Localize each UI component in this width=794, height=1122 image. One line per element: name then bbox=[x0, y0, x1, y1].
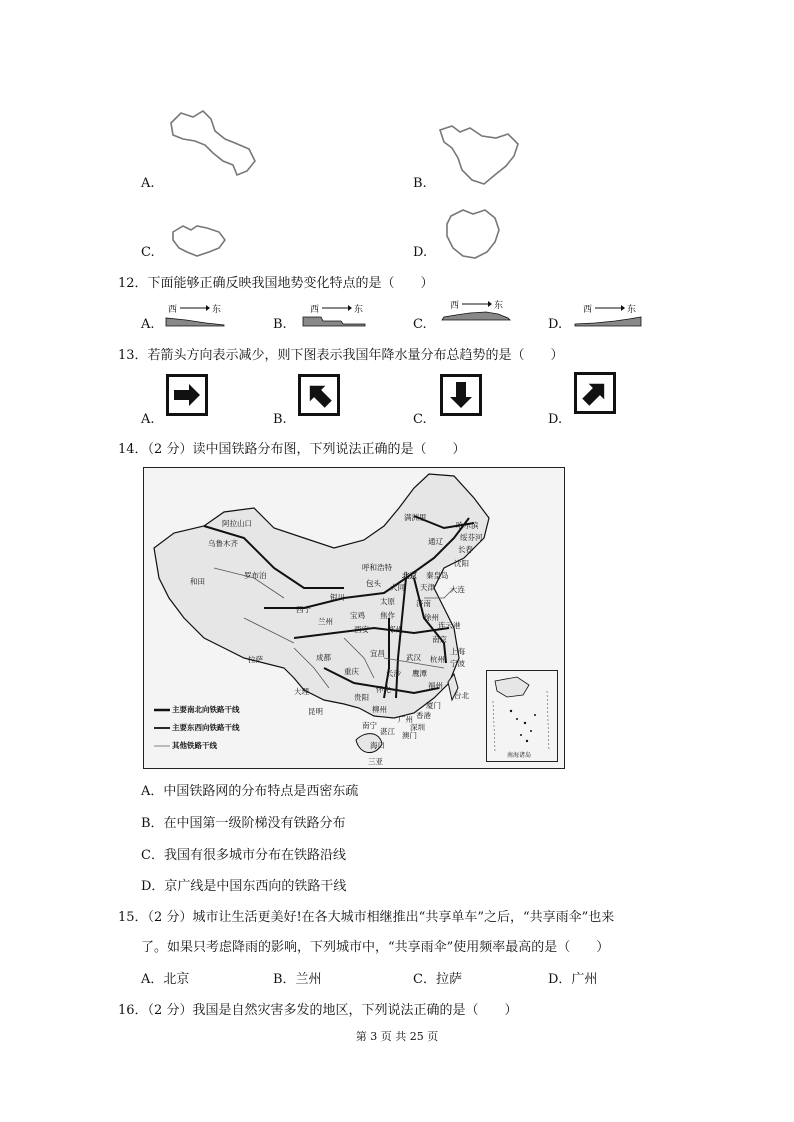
city-label: 广州 bbox=[398, 715, 413, 724]
q12-d-arrow bbox=[595, 304, 625, 312]
q13-option-d-label[interactable]: D. bbox=[548, 412, 563, 427]
q15-stem-line2: 了。如果只考虑降雨的影响，下列城市中，“共享雨伞”使用频率最高的是（ ） bbox=[141, 940, 610, 955]
city-label: 深圳 bbox=[410, 723, 425, 732]
q12-a-west: 西 bbox=[168, 305, 178, 315]
city-label: 秦皇岛 bbox=[426, 571, 449, 580]
city-label: 西宁 bbox=[296, 605, 311, 614]
city-label: 武汉 bbox=[406, 653, 421, 662]
city-label: 怀化 bbox=[376, 685, 391, 694]
city-label: 北京 bbox=[402, 571, 417, 580]
q13-stem: 13．若箭头方向表示减少，则下图表示我国年降水量分布总趋势的是（ ） bbox=[118, 348, 564, 363]
city-label: 绥芬河 bbox=[460, 533, 483, 542]
city-label: 太原 bbox=[380, 597, 395, 606]
q13-option-c-label[interactable]: C. bbox=[413, 412, 427, 427]
q15-option-b[interactable]: B．兰州 bbox=[273, 972, 322, 987]
city-label: 昆明 bbox=[308, 707, 323, 716]
city-label: 台北 bbox=[454, 691, 469, 700]
q12-c-terrain-profile bbox=[442, 310, 512, 322]
province-outline-c bbox=[167, 222, 231, 260]
city-label: 满洲里 bbox=[404, 513, 427, 522]
city-label: 重庆 bbox=[344, 667, 359, 676]
city-label: 宁波 bbox=[450, 659, 465, 668]
q15-stem-line1: 15．（2 分）城市让生活更美好!在各大城市相继推出“共享单车”之后，“共享雨伞”也来 bbox=[118, 910, 615, 925]
city-label: 和田 bbox=[190, 577, 205, 586]
q13-option-a-label[interactable]: A. bbox=[141, 412, 155, 427]
page-footer: 第 3 页 共 25 页 bbox=[355, 1030, 439, 1043]
province-outline-a bbox=[163, 105, 263, 185]
city-label: 哈尔滨 bbox=[456, 521, 479, 530]
city-label: 大理 bbox=[294, 687, 309, 696]
city-label: 银川 bbox=[330, 593, 345, 602]
q12-b-arrow bbox=[322, 304, 352, 312]
city-label: 海口 bbox=[370, 741, 385, 750]
q12-option-c-label[interactable]: C. bbox=[413, 317, 427, 332]
legend-other: 其他铁路干线 bbox=[172, 741, 217, 750]
q12-c-east: 东 bbox=[494, 301, 504, 311]
q12-c-west: 西 bbox=[450, 301, 460, 311]
q12-b-west: 西 bbox=[310, 305, 320, 315]
legend-line-ns bbox=[154, 708, 170, 712]
city-label: 罗布泊 bbox=[244, 571, 267, 580]
q14-option-c[interactable]: C．我国有很多城市分布在铁路沿线 bbox=[141, 848, 346, 863]
legend-line-other bbox=[154, 744, 170, 748]
city-label: 沈阳 bbox=[454, 559, 469, 568]
q11-option-d-label[interactable]: D. bbox=[413, 245, 428, 260]
q11-option-b-label[interactable]: B. bbox=[413, 176, 427, 191]
q12-option-b-label[interactable]: B. bbox=[273, 317, 287, 332]
q12-option-a-label[interactable]: A. bbox=[141, 317, 155, 332]
city-label: 徐州 bbox=[424, 613, 439, 622]
city-label: 香港 bbox=[416, 711, 431, 720]
q14-option-b[interactable]: B．在中国第一级阶梯没有铁路分布 bbox=[141, 816, 346, 831]
city-label: 鹰潭 bbox=[412, 669, 427, 678]
q11-option-c-label[interactable]: C. bbox=[141, 245, 155, 260]
legend-line-ew bbox=[154, 726, 170, 730]
arrow-right-icon bbox=[166, 374, 208, 416]
city-label: 济南 bbox=[416, 599, 431, 608]
city-label: 呼和浩特 bbox=[362, 563, 392, 572]
city-label: 长春 bbox=[458, 545, 473, 554]
q13-option-b-label[interactable]: B. bbox=[273, 412, 287, 427]
q15-option-c[interactable]: C．拉萨 bbox=[413, 972, 462, 987]
province-outline-b bbox=[436, 122, 526, 190]
city-label: 宜昌 bbox=[370, 649, 385, 658]
city-label: 杭州 bbox=[430, 655, 445, 664]
city-label: 南宁 bbox=[362, 721, 377, 730]
inset-label: 南海诸岛 bbox=[507, 752, 532, 759]
q12-d-terrain-profile bbox=[575, 316, 643, 328]
city-label: 连云港 bbox=[438, 621, 461, 630]
q12-c-arrow bbox=[462, 300, 492, 308]
city-label: 西安 bbox=[354, 625, 369, 634]
city-label: 贵阳 bbox=[354, 693, 369, 702]
legend-north-south: 主要南北向铁路干线 bbox=[172, 705, 240, 714]
city-label: 焦作 bbox=[380, 611, 395, 620]
city-label: 大连 bbox=[450, 585, 465, 594]
q15-option-d[interactable]: D．广州 bbox=[548, 972, 598, 987]
q12-a-terrain-profile bbox=[166, 316, 226, 328]
china-railway-map bbox=[143, 467, 565, 769]
q12-d-east: 东 bbox=[627, 305, 637, 315]
city-label: 南京 bbox=[432, 635, 447, 644]
south-china-sea-inset bbox=[486, 670, 558, 762]
q12-a-arrow bbox=[180, 304, 210, 312]
city-label: 三亚 bbox=[368, 757, 383, 766]
city-label: 乌鲁木齐 bbox=[208, 539, 238, 548]
q12-d-west: 西 bbox=[583, 305, 593, 315]
q15-option-a[interactable]: A．北京 bbox=[141, 972, 190, 987]
city-label: 拉萨 bbox=[248, 655, 263, 664]
city-label: 郑州 bbox=[388, 625, 403, 634]
city-label: 兰州 bbox=[318, 617, 333, 626]
arrow-up-right-icon bbox=[574, 372, 616, 414]
city-label: 厦门 bbox=[426, 701, 441, 710]
city-label: 包头 bbox=[366, 579, 381, 588]
q12-b-east: 东 bbox=[354, 305, 364, 315]
city-label: 通辽 bbox=[428, 537, 443, 546]
q12-b-terrain-profile bbox=[303, 316, 367, 328]
city-label: 上海 bbox=[450, 647, 465, 656]
province-outline-d bbox=[441, 206, 505, 264]
city-label: 长沙 bbox=[386, 669, 401, 678]
q11-option-a-label[interactable]: A. bbox=[141, 176, 155, 191]
arrow-up-left-icon bbox=[298, 374, 340, 416]
legend-east-west: 主要东西向铁路干线 bbox=[172, 723, 240, 732]
city-label: 阿拉山口 bbox=[222, 519, 252, 528]
q14-stem: 14．（2 分）读中国铁路分布图，下列说法正确的是（ ） bbox=[118, 442, 466, 457]
city-label: 柳州 bbox=[372, 705, 387, 714]
q12-stem: 12．下面能够正确反映我国地势变化特点的是（ ） bbox=[118, 276, 434, 291]
city-label: 天津 bbox=[420, 583, 435, 592]
q14-option-d[interactable]: D．京广线是中国东西向的铁路干线 bbox=[141, 879, 347, 894]
q14-option-a[interactable]: A．中国铁路网的分布特点是西密东疏 bbox=[141, 784, 359, 799]
q12-option-d-label[interactable]: D. bbox=[548, 317, 563, 332]
q16-stem: 16．（2 分）我国是自然灾害多发的地区，下列说法正确的是（ ） bbox=[118, 1003, 518, 1018]
city-label: 湛江 bbox=[380, 727, 395, 736]
city-label: 宝鸡 bbox=[350, 611, 365, 620]
city-label: 澳门 bbox=[402, 731, 417, 740]
arrow-down-icon bbox=[440, 374, 482, 416]
q12-a-east: 东 bbox=[212, 305, 222, 315]
city-label: 成都 bbox=[316, 653, 331, 662]
city-label: 大同 bbox=[390, 583, 405, 592]
city-label: 福州 bbox=[428, 681, 443, 690]
